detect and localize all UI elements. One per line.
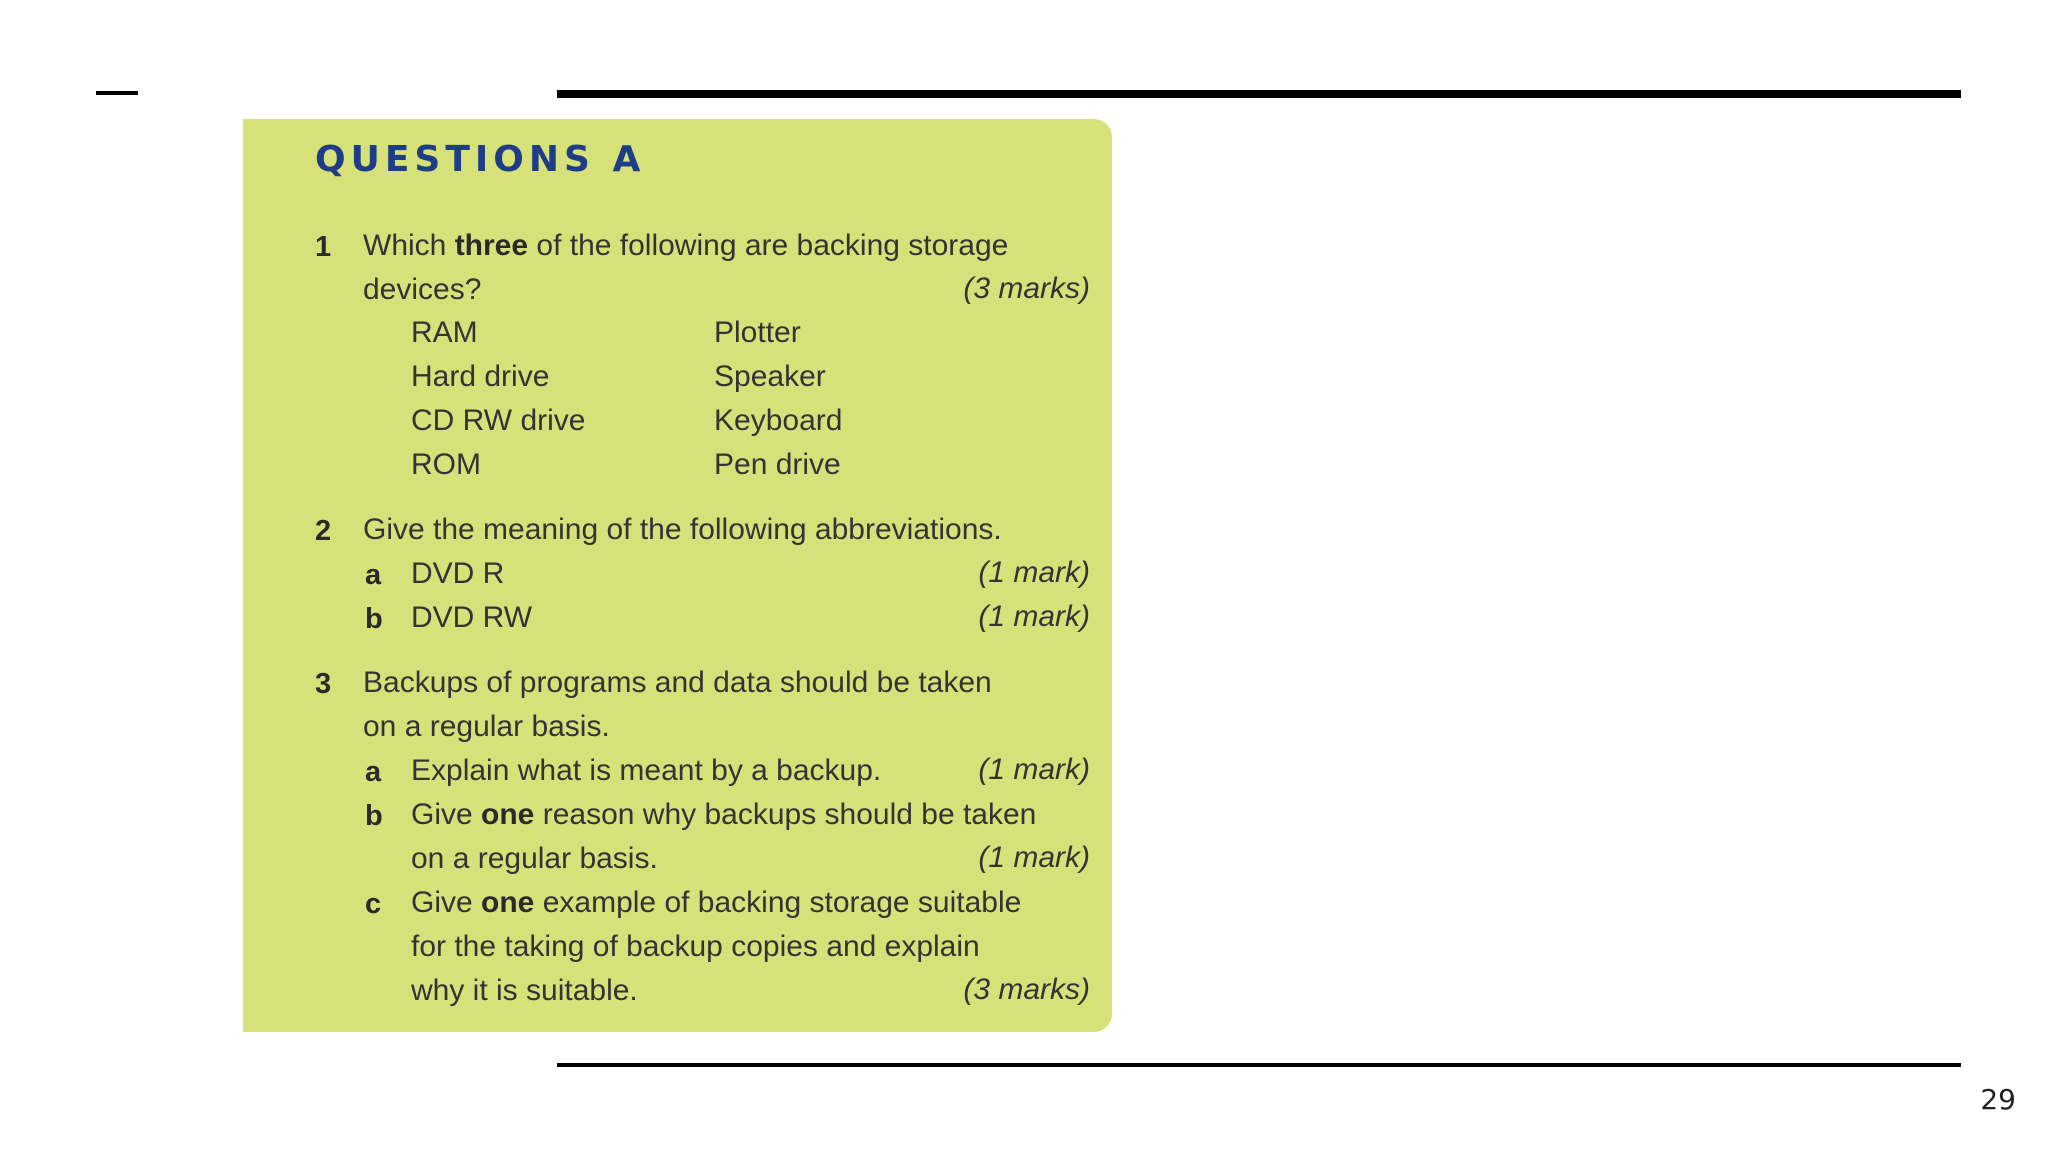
question-3c-marks: (3 marks) [963, 973, 1090, 1006]
question-3c-label: c [365, 888, 382, 920]
question-3b-label: b [365, 800, 383, 832]
question-2-text: Give the meaning of the following abbreviations. [363, 513, 1002, 546]
question-2-number: 2 [315, 515, 332, 547]
question-1-marks: (3 marks) [963, 272, 1090, 305]
option-left-3: CD RW drive [411, 404, 586, 437]
question-3a-label: a [365, 756, 382, 788]
question-2a-text: DVD R [411, 557, 505, 590]
top-rule [557, 90, 1961, 98]
bottom-rule [557, 1063, 1961, 1067]
page-number: 29 [1980, 1083, 2016, 1116]
question-3a-marks: (1 mark) [978, 753, 1090, 786]
question-3-line-1: Backups of programs and data should be taken [363, 666, 992, 699]
option-right-1: Plotter [714, 316, 801, 349]
question-2b-label: b [365, 603, 383, 635]
option-left-4: ROM [411, 448, 481, 481]
option-right-2: Speaker [714, 360, 826, 393]
question-3a-text: Explain what is meant by a backup. [411, 754, 882, 787]
question-2a-marks: (1 mark) [978, 556, 1090, 589]
question-3b-marks: (1 mark) [978, 841, 1090, 874]
option-left-1: RAM [411, 316, 478, 349]
question-3-number: 3 [315, 668, 332, 700]
question-3b-line-2: on a regular basis. [411, 842, 658, 875]
question-2a-label: a [365, 559, 382, 591]
question-3-line-2: on a regular basis. [363, 710, 610, 743]
question-3b-line-1: Give one reason why backups should be taken [411, 798, 1037, 831]
question-2b-marks: (1 mark) [978, 600, 1090, 633]
question-3c-line-3: why it is suitable. [411, 974, 638, 1007]
option-left-2: Hard drive [411, 360, 550, 393]
card-title: QUESTIONS A [315, 139, 646, 180]
question-3c-line-1: Give one example of backing storage suitable [411, 886, 1022, 919]
question-1-number: 1 [315, 231, 332, 263]
option-right-4: Pen drive [714, 448, 841, 481]
option-right-3: Keyboard [714, 404, 843, 437]
question-3c-line-2: for the taking of backup copies and explain [411, 930, 980, 963]
question-1-line-2: devices? [363, 273, 482, 306]
slide-dash-accent [96, 91, 138, 95]
questions-card [243, 119, 1112, 1032]
question-1-line-1: Which three of the following are backing storage [363, 229, 1009, 262]
question-2b-text: DVD RW [411, 601, 533, 634]
